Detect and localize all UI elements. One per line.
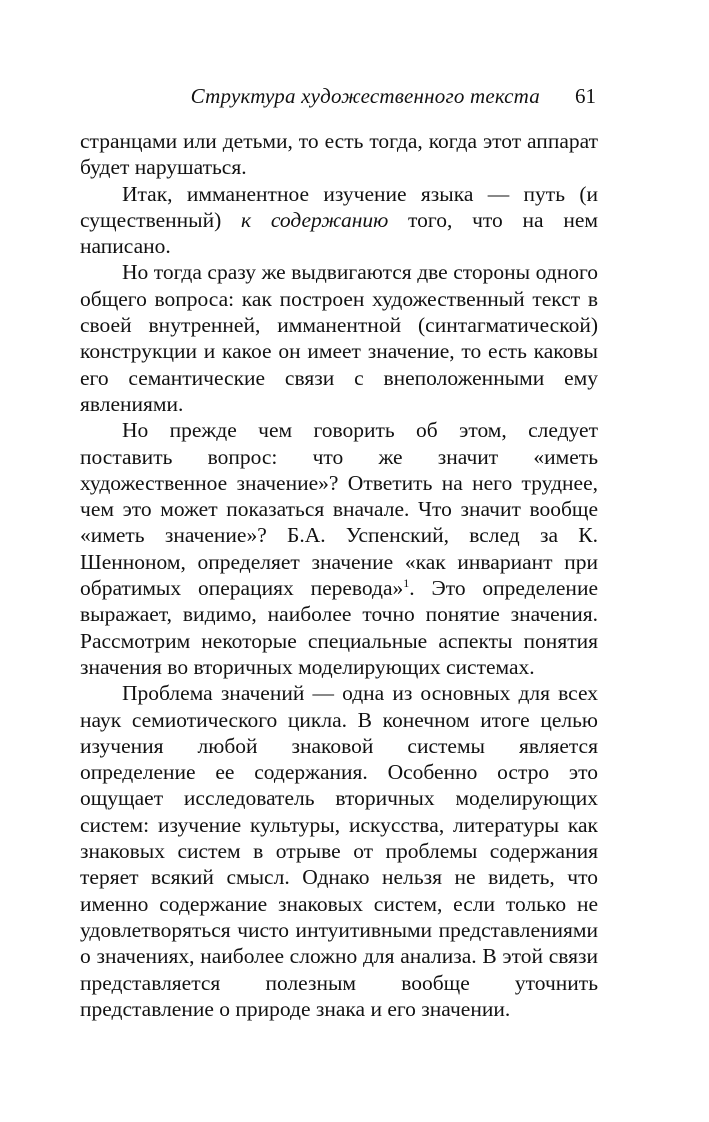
paragraph-immanent-study (80, 181, 598, 260)
paragraph-text: Но прежде чем говорить об этом, следует поставить вопрос: что же значит «иметь художественное значение»? Ответить на него труднее, чем это может показаться вначале. Что значит вообще «иметь значение»? Б.А. Успенский, вслед за К. Шенноном, определяет значение «как инвариант при обратимых операциях перевода» (80, 418, 598, 601)
footnote-reference[interactable]: 1 (403, 576, 410, 591)
paragraph-artistic-meaning (80, 417, 598, 680)
running-head (80, 84, 600, 114)
paragraph-text: Итак, имманентное изучение языка — путь (и существенный) (80, 181, 598, 232)
emphasis-text: к содержанию (241, 207, 389, 232)
paragraph-text: . Это определение выражает, видимо, наиболее точно понятие значения. Рассмотрим некоторые специальные аспекты понятия значения во вторичных моделирующих системах. (80, 576, 598, 679)
paragraph-text: того, что на нем написано. (80, 207, 598, 259)
running-title: Структура художественного текста (190, 84, 540, 108)
paragraph-problem-of-meanings: Проблема значений — одна из основных для всех наук семиотического цикла. В конечном итоге целью изучения любой знаковой системы является определение ее содержания. Особенно остро это ощущает исследователь вторичных моделирующих систем: изучение культуры, искусства, литературы как знаковых систем в отрыве от проблемы содержания теряет всякий смысл. Однако нельзя не видеть, что именно содержание знаковых систем, если только не удовлетворяться чисто интуитивными представлениями о значениях, наиболее сложно для анализа. В этой связи представляется полезным вообще уточнить представление о природе знака и его значении. (80, 681, 598, 1021)
page-number: 61 (575, 84, 596, 108)
paragraph-two-sides: Но тогда сразу же выдвигаются две стороны одного общего вопроса: как построен художественный текст в своей внутренней, имманентной (синтагматической) конструкции и какое он имеет значение, то есть каковы его семантические связи с внеположенными ему явлениями. (80, 260, 598, 416)
paragraph-continued: странцами или детьми, то есть тогда, когда этот аппарат будет нарушаться. (80, 129, 598, 180)
body-text (80, 128, 598, 1022)
